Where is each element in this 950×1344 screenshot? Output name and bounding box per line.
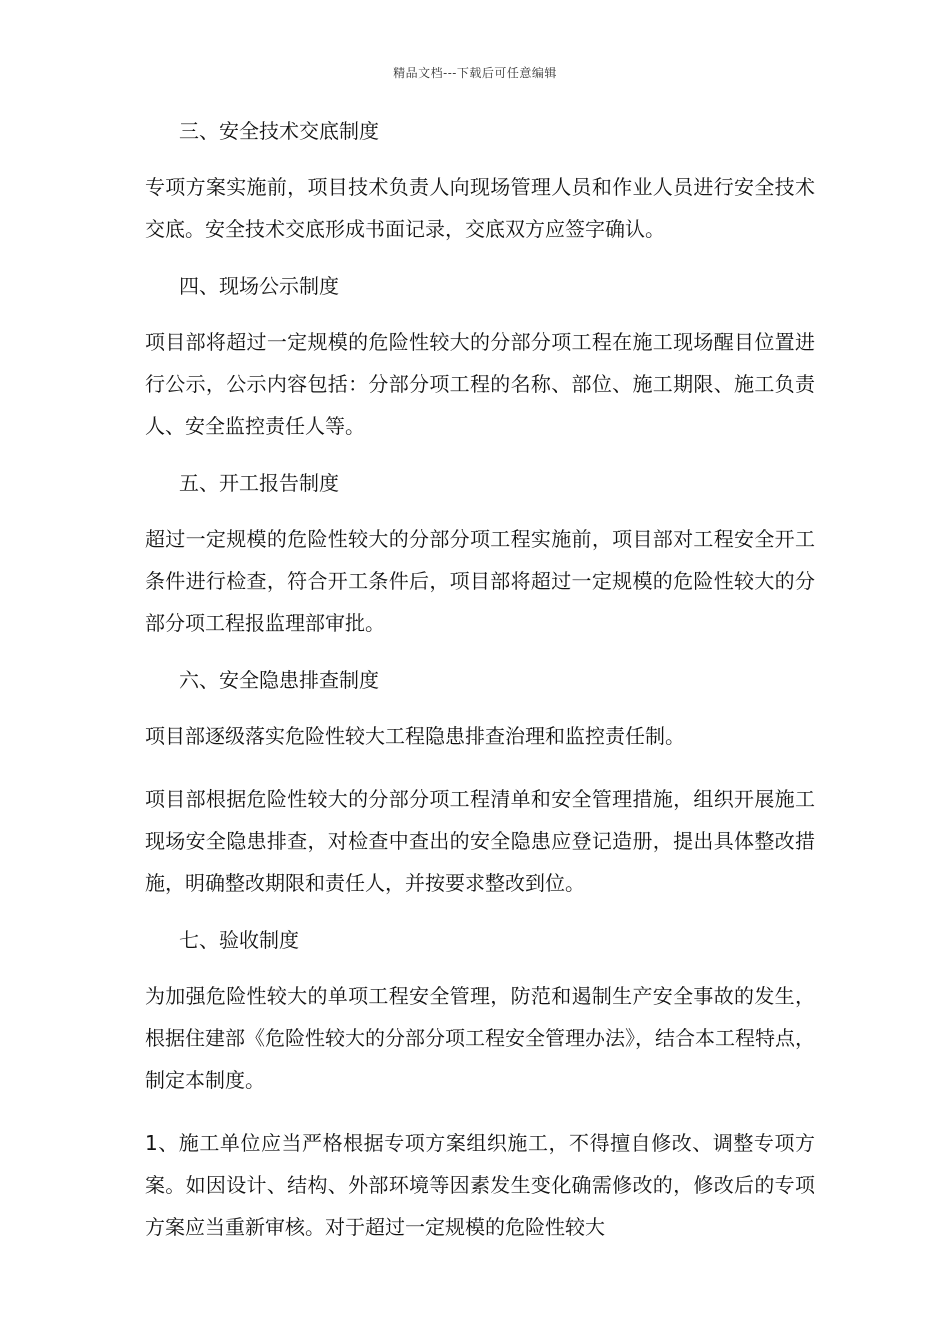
paragraph: 项目部根据危险性较大的分部分项工程清单和安全管理措施，组织开展施工现场安全隐患排查，对检查中查出的安全隐患应登记造册，提出具体整改措施，明确整改期限和责任人，并按要求整改到位。 xyxy=(145,787,815,895)
page-header: 精品文档---下载后可任意编辑 xyxy=(393,66,557,80)
document-body xyxy=(145,116,815,1269)
paragraph: 项目部逐级落实危险性较大工程隐患排查治理和监控责任制。 xyxy=(145,724,685,748)
paragraph: 专项方案实施前，项目技术负责人向现场管理人员和作业人员进行安全技术交底。安全技术交底形成书面记录，交底双方应签字确认。 xyxy=(145,175,815,241)
section-heading: 四、现场公示制度 xyxy=(179,274,339,298)
paragraph: 项目部将超过一定规模的危险性较大的分部分项工程在施工现场醒目位置进行公示，公示内容包括：分部分项工程的名称、部位、施工期限、施工负责人、安全监控责任人等。 xyxy=(145,330,815,438)
section-heading: 三、安全技术交底制度 xyxy=(179,119,379,143)
section-heading: 七、验收制度 xyxy=(179,928,299,952)
section-heading: 五、开工报告制度 xyxy=(179,471,339,495)
paragraph: 1、施工单位应当严格根据专项方案组织施工，不得擅自修改、调整专项方案。如因设计、结构、外部环境等因素发生变化确需修改的，修改后的专项方案应当重新审核。对于超过一定规模的危险性较大 xyxy=(145,1131,815,1239)
paragraph: 超过一定规模的危险性较大的分部分项工程实施前，项目部对工程安全开工条件进行检查，符合开工条件后，项目部将超过一定规模的危险性较大的分部分项工程报监理部审批。 xyxy=(145,527,815,635)
section-heading: 六、安全隐患排查制度 xyxy=(179,668,379,692)
paragraph: 为加强危险性较大的单项工程安全管理，防范和遏制生产安全事故的发生，根据住建部《危险性较大的分部分项工程安全管理办法》，结合本工程特点，制定本制度。 xyxy=(145,984,815,1092)
